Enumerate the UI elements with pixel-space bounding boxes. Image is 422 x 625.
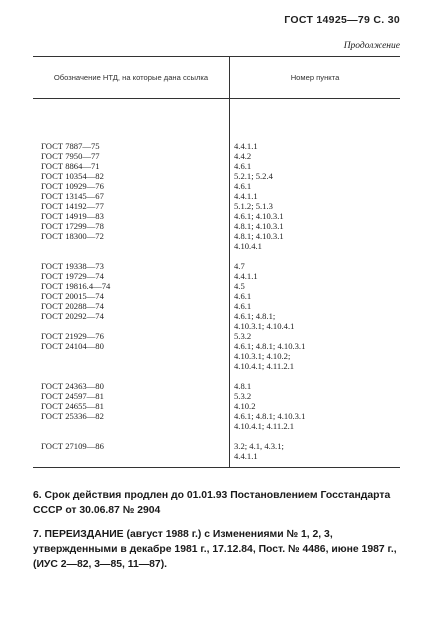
point-line: 4.10.2 [234,401,256,411]
reference-table [33,56,400,468]
point-numbers [230,291,401,301]
table-row [33,251,400,271]
ntd-designation: ГОСТ 19729—74 [33,271,230,281]
ntd-designation: ГОСТ 18300—72 [33,231,230,251]
point-line: 4.8.1; 4.10.3.1 [234,221,284,231]
point-numbers [230,331,401,341]
point-numbers [230,371,401,391]
point-numbers [230,251,401,271]
note-6: 6. Срок действия продлен до 01.01.93 Постановлением Госстандарта СССР от 30.06.87 № 2904 [33,490,391,516]
point-line: 4.6.1; 4.8.1; [234,311,276,321]
ntd-designation: ГОСТ 27109—86 [33,431,230,468]
table-row [33,341,400,371]
ntd-designation: ГОСТ 25336—82 [33,411,230,431]
table-row [33,151,400,161]
ntd-designation: ГОСТ 19338—73 [33,251,230,271]
point-numbers [230,161,401,171]
point-line: 4.7 [234,261,245,271]
point-line: 4.6.1; 4.8.1; 4.10.3.1 [234,411,306,421]
reference-table-body [33,99,400,468]
point-line: 4.6.1 [234,181,252,191]
page-header: ГОСТ 14925—79 С. 30 [284,14,400,26]
point-numbers [230,211,401,221]
ntd-designation: ГОСТ 14192—77 [33,201,230,211]
table-row [33,201,400,211]
ntd-designation: ГОСТ 10929—76 [33,181,230,191]
point-numbers [230,191,401,201]
ntd-designation: ГОСТ 7950—77 [33,151,230,161]
point-line: 4.10.3.1; 4.10.2; [234,351,291,361]
point-line: 4.8.1; 4.10.3.1 [234,231,284,241]
point-line: 4.6.1 [234,161,252,171]
point-line: 4.10.4.1; 4.11.2.1 [234,421,295,431]
ntd-designation: ГОСТ 24363—80 [33,371,230,391]
point-numbers [230,151,401,161]
ntd-designation: ГОСТ 24104—80 [33,341,230,371]
point-numbers [230,181,401,191]
point-numbers [230,231,401,251]
point-line: 4.6.1 [234,291,252,301]
table-row [33,331,400,341]
note-7: 7. ПЕРЕИЗДАНИЕ (август 1988 г.) с Изменениями № 1, 2, 3, утвержденными в декабре 1981 г., 17.12.84, Пост. № 4486, июне 1987 г., (ИУС 2—82, 3—85, 11—87). [33,529,397,570]
point-line: 4.4.1.1 [234,451,258,461]
point-numbers [230,271,401,281]
ntd-designation: ГОСТ 17299—78 [33,221,230,231]
point-numbers [230,391,401,401]
table-row [33,311,400,331]
table-row [33,371,400,391]
table-row [33,221,400,231]
point-line: 4.10.4.1 [234,241,262,251]
table-row [33,191,400,201]
column-header-ntd: Обозначение НТД, на которые дана ссылка [33,57,230,99]
point-numbers [230,99,401,152]
point-numbers [230,341,401,371]
ntd-designation: ГОСТ 7887—75 [33,99,230,152]
table-row [33,99,400,152]
ntd-designation: ГОСТ 24655—81 [33,401,230,411]
column-header-point: Номер пункта [230,57,401,99]
point-line: 4.6.1 [234,301,252,311]
ntd-designation: ГОСТ 21929—76 [33,331,230,341]
point-line: 5.1.2; 5.1.3 [234,201,273,211]
point-line: 5.2.1; 5.2.4 [234,171,273,181]
point-numbers [230,401,401,411]
table-row [33,411,400,431]
table-row [33,291,400,301]
ntd-designation: ГОСТ 10354—82 [33,171,230,181]
table-row [33,391,400,401]
point-numbers [230,281,401,291]
point-numbers [230,301,401,311]
point-line: 4.5 [234,281,245,291]
table-row [33,271,400,281]
table-row [33,171,400,181]
point-line: 3.2; 4.1, 4.3.1; [234,441,284,451]
table-row [33,401,400,411]
point-line: 4.10.3.1; 4.10.4.1 [234,321,295,331]
ntd-designation: ГОСТ 20288—74 [33,301,230,311]
point-numbers [230,201,401,211]
point-line: 4.8.1 [234,381,252,391]
ntd-designation: ГОСТ 14919—83 [33,211,230,221]
ntd-designation: ГОСТ 13145—67 [33,191,230,201]
point-numbers [230,221,401,231]
point-line: 5.3.2 [234,391,252,401]
point-line: 4.6.1; 4.10.3.1 [234,211,284,221]
table-row [33,211,400,221]
point-line: 4.6.1; 4.8.1; 4.10.3.1 [234,341,306,351]
point-numbers [230,171,401,181]
table-row [33,181,400,191]
table-row [33,281,400,291]
ntd-designation: ГОСТ 24597—81 [33,391,230,401]
ntd-designation: ГОСТ 19816.4—74 [33,281,230,291]
point-line: 5.3.2 [234,331,252,341]
ntd-designation: ГОСТ 20292—74 [33,311,230,331]
point-numbers [230,311,401,331]
ntd-designation: ГОСТ 20015—74 [33,291,230,301]
point-line: 4.4.2 [234,151,252,161]
point-line: 4.4.1.1 [234,271,258,281]
point-line: 4.4.1.1 [234,191,258,201]
table-row [33,161,400,171]
continuation-label: Продолжение [343,41,400,51]
table-row [33,231,400,251]
ntd-designation: ГОСТ 8864—71 [33,161,230,171]
table-row [33,301,400,311]
point-line: 4.10.4.1; 4.11.2.1 [234,361,295,371]
table-row [33,431,400,468]
point-numbers [230,411,401,431]
point-numbers [230,431,401,468]
point-line: 4.4.1.1 [234,141,258,151]
table-header-row [33,57,400,99]
